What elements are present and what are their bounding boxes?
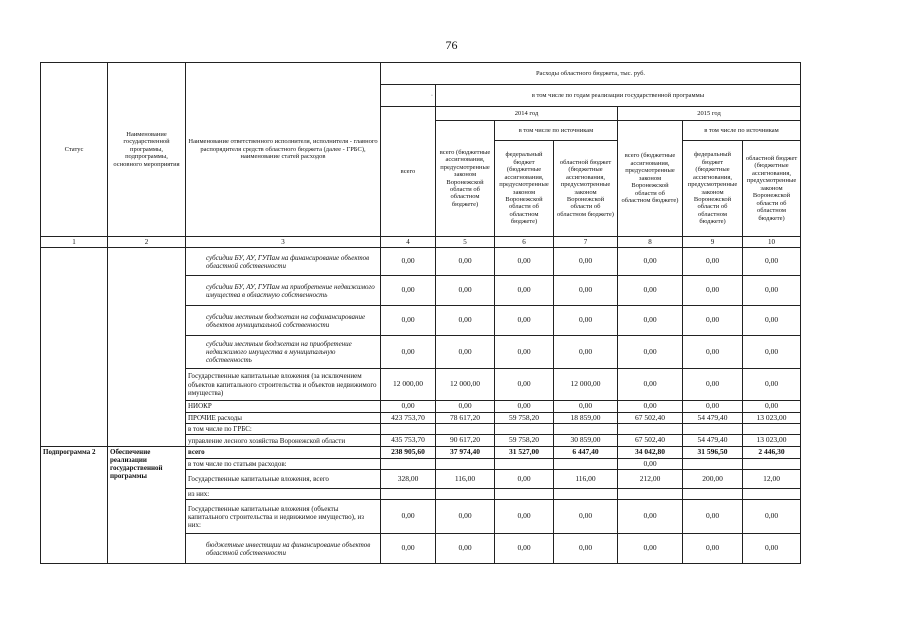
row-label: Государственные капитальные вложения (объекты капитального строительства и недвижимое имущество), из них: <box>186 500 381 534</box>
col-number: 1 <box>41 237 108 248</box>
cell-value: 0,00 <box>554 306 618 336</box>
cell-value: 0,00 <box>683 276 743 306</box>
cell-value: 0,00 <box>618 306 683 336</box>
cell-value: 0,00 <box>436 401 495 413</box>
cell-value: 37 974,40 <box>436 446 495 458</box>
row-label: управление лесного хозяйства Воронежской области <box>186 435 381 447</box>
cell-value: 0,00 <box>436 276 495 306</box>
cell-value: 0,00 <box>495 276 554 306</box>
cell-value: 0,00 <box>495 248 554 276</box>
cell-value: 0,00 <box>743 336 801 369</box>
cell-value: 0,00 <box>381 401 436 413</box>
cell-value: 0,00 <box>436 306 495 336</box>
cell-value: 0,00 <box>554 401 618 413</box>
cell-value: 0,00 <box>495 401 554 413</box>
cell-value: 0,00 <box>554 336 618 369</box>
row-label: ПРОЧИЕ расходы <box>186 412 381 424</box>
cell-value: 0,00 <box>683 369 743 401</box>
header-year-2015: 2015 год <box>618 107 801 121</box>
cell-value: 6 447,40 <box>554 446 618 458</box>
cell-value <box>436 424 495 435</box>
cell-value <box>743 458 801 470</box>
row-label: субсидии местным бюджетам на приобретение недвижимого имущества в муниципальную собственность <box>186 336 381 369</box>
cell-value: 0,00 <box>683 336 743 369</box>
cell-value: 59 758,20 <box>495 435 554 447</box>
col-number: 7 <box>554 237 618 248</box>
row-label: субсидии БУ, АУ, ГУПам на финансирование объектов областной собственности <box>186 248 381 276</box>
cell-value: 12 000,00 <box>381 369 436 401</box>
header-expenses: Расходы областного бюджета, тыс. руб. <box>381 63 801 85</box>
col-number: 5 <box>436 237 495 248</box>
cell-value: 13 023,00 <box>743 412 801 424</box>
cell-value: 0,00 <box>683 306 743 336</box>
cell-value <box>743 424 801 435</box>
cell-value: 0,00 <box>743 500 801 534</box>
cell-value: 0,00 <box>495 306 554 336</box>
cell-value: 13 023,00 <box>743 435 801 447</box>
cell-value <box>743 489 801 500</box>
page-number: 76 <box>445 38 458 52</box>
cell-value <box>683 424 743 435</box>
cell-value: 423 753,70 <box>381 412 436 424</box>
cell-value: 238 905,60 <box>381 446 436 458</box>
row-label: НИОКР <box>186 401 381 413</box>
cell-value: 0,00 <box>381 306 436 336</box>
cell-value: 31 527,00 <box>495 446 554 458</box>
cell-value <box>381 489 436 500</box>
cell-value: 54 479,40 <box>683 435 743 447</box>
cell-value: 116,00 <box>554 470 618 489</box>
table-row <box>41 446 801 458</box>
cell-value: 0,00 <box>743 276 801 306</box>
col-number: 9 <box>683 237 743 248</box>
cell-value: 0,00 <box>743 401 801 413</box>
cell-value: 0,00 <box>436 248 495 276</box>
cell-value: 30 859,00 <box>554 435 618 447</box>
cell-value: 0,00 <box>381 534 436 564</box>
cell-value <box>436 458 495 470</box>
cell-value <box>618 489 683 500</box>
header-2014-by-sources: в том числе по источникам <box>495 121 618 141</box>
cell-value <box>381 458 436 470</box>
row-label: в том числе по ГРБС: <box>186 424 381 435</box>
cell-value: 0,00 <box>618 534 683 564</box>
cell-value: 200,00 <box>683 470 743 489</box>
cell-value: 0,00 <box>743 369 801 401</box>
cell-value: 0,00 <box>495 534 554 564</box>
cell-value: 0,00 <box>743 306 801 336</box>
cell-value: 59 758,20 <box>495 412 554 424</box>
row-label: бюджетные инвестиции на финансирование объектов областной собственности <box>186 534 381 564</box>
cell-value: 0,00 <box>554 500 618 534</box>
cell-value: 54 479,40 <box>683 412 743 424</box>
header-2015-total-budget: всего (бюджетные ассигнования, предусмотренные законом Воронежской области об областном бюджете) <box>618 121 683 237</box>
cell-value: 0,00 <box>381 336 436 369</box>
col-number: 3 <box>186 237 381 248</box>
cell-value: 0,00 <box>381 276 436 306</box>
cell-value: 67 502,40 <box>618 412 683 424</box>
cell-value: 0,00 <box>618 401 683 413</box>
subprogram-status: Подпрограмма 2 <box>41 446 108 563</box>
row-label: субсидии БУ, АУ, ГУПам на приобретение недвижимого имущества в областную собственность <box>186 276 381 306</box>
cell-value: 0,00 <box>495 369 554 401</box>
cell-value: 90 617,20 <box>436 435 495 447</box>
cell-value: 78 617,20 <box>436 412 495 424</box>
row-label: субсидии местным бюджетам на софинансирование объектов муниципальной собственности <box>186 306 381 336</box>
header-2015-federal: федеральный бюджет (бюджетные ассигнования, предусмотренные законом Воронежской области об областном бюджете) <box>683 141 743 237</box>
cell-value <box>683 489 743 500</box>
cell-value: 0,00 <box>381 248 436 276</box>
header-executor: Наименование ответственного исполнителя, исполнителя - главного распорядителя средств областного бюджета (далее - ГРБС), наименование статей расходов <box>186 63 381 237</box>
cell-value: 0,00 <box>554 276 618 306</box>
row-label: Государственные капитальные вложения (за исключением объектов капитального строительства и объектов недвижимого имущества) <box>186 369 381 401</box>
header-year-2014: 2014 год <box>436 107 618 121</box>
col-number: 8 <box>618 237 683 248</box>
header-2014-total-budget: всего (бюджетные ассигнования, предусмотренные законом Воронежской области об областном бюджете) <box>436 121 495 237</box>
cell-value: 0,00 <box>618 336 683 369</box>
cell-value: 0,00 <box>436 500 495 534</box>
header-2014-regional: областной бюджет (бюджетные ассигнования, предусмотренные законом Воронежской области об областном бюджете) <box>554 141 618 237</box>
col-number: 10 <box>743 237 801 248</box>
header-including-by-years: в том числе по годам реализации государственной программы <box>436 85 801 107</box>
cell-value: 0,00 <box>436 336 495 369</box>
cell-value <box>683 458 743 470</box>
cell-value <box>554 489 618 500</box>
cell-value: 67 502,40 <box>618 435 683 447</box>
cell-value: 12 000,00 <box>554 369 618 401</box>
cell-value: 0,00 <box>618 248 683 276</box>
cell-value <box>436 489 495 500</box>
cell-value <box>495 458 554 470</box>
program-cell-empty <box>108 248 186 447</box>
header-program-name: Наименование государственной программы, подпрограммы, основного мероприятия <box>108 63 186 237</box>
header-total: всего <box>381 107 436 237</box>
header-status: Статус <box>41 63 108 237</box>
row-label: всего <box>186 446 381 458</box>
cell-value: 34 042,80 <box>618 446 683 458</box>
col-number: 6 <box>495 237 554 248</box>
cell-value: 0,00 <box>618 369 683 401</box>
cell-value: 0,00 <box>495 500 554 534</box>
cell-value: 12,00 <box>743 470 801 489</box>
cell-value: 328,00 <box>381 470 436 489</box>
cell-value: 0,00 <box>683 401 743 413</box>
row-label: в том числе по статьям расходов: <box>186 458 381 470</box>
column-numbers-row <box>41 237 801 248</box>
cell-value: 0,00 <box>381 500 436 534</box>
row-label: Государственные капитальные вложения, всего <box>186 470 381 489</box>
cell-value: 0,00 <box>618 276 683 306</box>
header-2015-by-sources: в том числе по источникам <box>683 121 801 141</box>
cell-value: 0,00 <box>683 248 743 276</box>
col-number: 4 <box>381 237 436 248</box>
col-number: 2 <box>108 237 186 248</box>
cell-value: 0,00 <box>683 534 743 564</box>
subprogram-name: Обеспечение реализации государственной программы <box>108 446 186 563</box>
cell-value: 0,00 <box>436 534 495 564</box>
cell-value: 0,00 <box>554 248 618 276</box>
cell-value <box>554 424 618 435</box>
cell-value: 18 859,00 <box>554 412 618 424</box>
header-2015-regional: областной бюджет (бюджетные ассигнования, предусмотренные законом Воронежской области об областном бюджете) <box>743 141 801 237</box>
cell-value <box>495 489 554 500</box>
cell-value <box>618 424 683 435</box>
header-2014-federal: федеральный бюджет (бюджетные ассигнования, предусмотренные законом Воронежской области об областном бюджете) <box>495 141 554 237</box>
table-row <box>41 248 801 276</box>
cell-value: 116,00 <box>436 470 495 489</box>
cell-value: 435 753,70 <box>381 435 436 447</box>
cell-value: 0,00 <box>495 470 554 489</box>
cell-value: 212,00 <box>618 470 683 489</box>
cell-value: 0,00 <box>618 500 683 534</box>
status-cell-empty <box>41 248 108 447</box>
cell-value <box>554 458 618 470</box>
cell-value: 0,00 <box>495 336 554 369</box>
cell-value: 2 446,30 <box>743 446 801 458</box>
cell-value: 0,00 <box>743 534 801 564</box>
cell-value: 31 596,50 <box>683 446 743 458</box>
cell-value <box>495 424 554 435</box>
cell-value: 0,00 <box>743 248 801 276</box>
cell-value <box>381 424 436 435</box>
budget-table-sheet <box>40 62 801 564</box>
cell-value: 0,00 <box>618 458 683 470</box>
cell-value: 12 000,00 <box>436 369 495 401</box>
cell-value: 0,00 <box>683 500 743 534</box>
header-dot: · <box>381 85 436 107</box>
budget-table <box>40 62 801 564</box>
cell-value: 0,00 <box>554 534 618 564</box>
row-label: из них: <box>186 489 381 500</box>
